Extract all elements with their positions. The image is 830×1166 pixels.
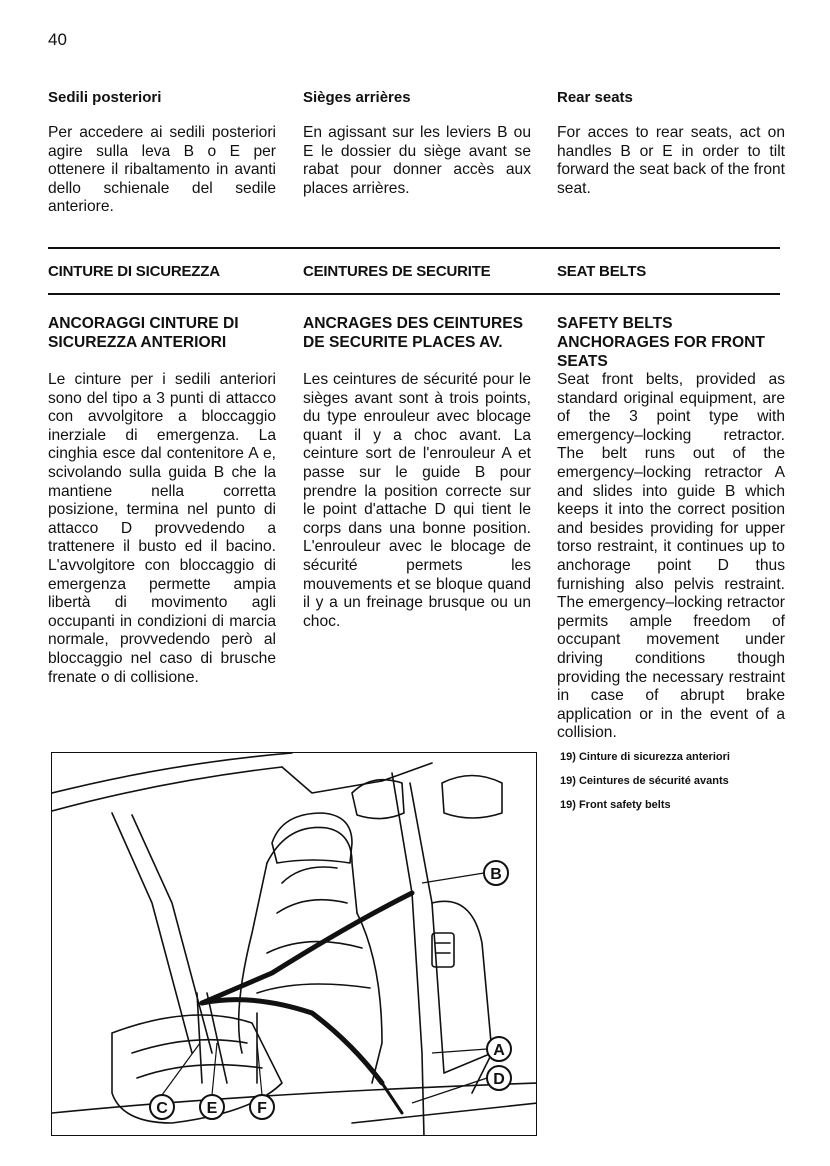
label-f: F xyxy=(257,1100,267,1117)
anchorage-heading-it: ANCORAGGI CINTURE DI SICUREZZA ANTERIORI xyxy=(48,315,239,351)
rear-seats-heading-fr: Sièges arrières xyxy=(303,89,411,106)
caption-fr: 19) Ceintures de sécurité avants xyxy=(560,775,729,787)
seat-belt-drawing xyxy=(52,753,537,1136)
seat-belt-illustration xyxy=(51,752,537,1136)
caption-en: 19) Front safety belts xyxy=(560,799,671,811)
label-b: B xyxy=(490,866,502,883)
rear-seats-text-it: Per accedere ai sedili posteriori agire sulla leva B o E per ottenere il ribaltamento in avanti dello schienale del sedile anteriore. xyxy=(48,124,276,216)
rear-seats-text-fr: En agissant sur les leviers B ou E le dossier du siège avant se rabat pour donner accès aux places arrières. xyxy=(303,124,531,197)
section-rule-bottom xyxy=(48,293,780,295)
caption-it: 19) Cinture di sicurezza anteriori xyxy=(560,751,730,763)
section-title-it: CINTURE DI SICUREZZA xyxy=(48,263,220,280)
label-e: E xyxy=(206,1100,218,1117)
label-a: A xyxy=(493,1042,505,1059)
anchorage-text-en: Seat front belts, provided as standard original equipment, are of the 3 point type with emergency–locking retractor. The belt runs out of the emergency–locking retractor A and slides into guide B which keeps it into the correct position and besides providing for upper torso restraint, it continues up to anchorage point D thus furnishing also pelvis restraint. The emergency–locking retractor permits ample freedom of occupant movement under driving conditions though providing the necessary restraint in case of abrupt brake application or in the event of a collision. xyxy=(557,371,785,742)
anchorage-text-fr: Les ceintures de sécurité pour le sièges avant sont à trois points, du type enrouleur avec blocage quant il y a choc avant. La ceinture sort de l'enrouleur A et passe sur le guide B pour prendre la position correcte sur le point d'attache D qui tient le corps dans una bonne position. L'enrouleur avec le blocage de sécurité permets les mouvements et se bloque quand il y a un freinage brusque ou un choc. xyxy=(303,371,531,630)
rear-seats-text-en: For acces to rear seats, act on handles B or E in order to tilt forward the seat back of the front seat. xyxy=(557,124,785,197)
rear-seats-heading-en: Rear seats xyxy=(557,89,633,106)
label-c: C xyxy=(156,1100,168,1117)
rear-seats-heading-it: Sedili posteriori xyxy=(48,89,162,106)
section-rule-top xyxy=(48,247,780,249)
page-number: 40 xyxy=(48,30,67,49)
section-title-en: SEAT BELTS xyxy=(557,263,647,280)
anchorage-heading-fr: ANCRAGES DES CEINTURES DE SECURITE PLACES AV. xyxy=(303,315,524,351)
anchorage-heading-en: SAFETY BELTS ANCHORAGES FOR FRONT SEATS xyxy=(557,315,765,370)
section-title-fr: CEINTURES DE SECURITE xyxy=(303,263,491,280)
anchorage-text-it: Le cinture per i sedili anteriori sono del tipo a 3 punti di attacco con avvolgitore a bloccaggio inerziale di emergenza. La cinghia esce dal contenitore A e, scivolando sulla guida B che la mantiene nella corretta posizione, termina nel punto di attacco D provvedendo a trattenere il busto ed il bacino. L'avvolgitore con bloccaggio di emergenza permette ampia libertà di movimento agli occupanti in condizioni di marcia normale, provvedendo però al bloccaggio nel caso di brusche frenate o di collisione. xyxy=(48,371,276,686)
label-d: D xyxy=(493,1071,505,1088)
